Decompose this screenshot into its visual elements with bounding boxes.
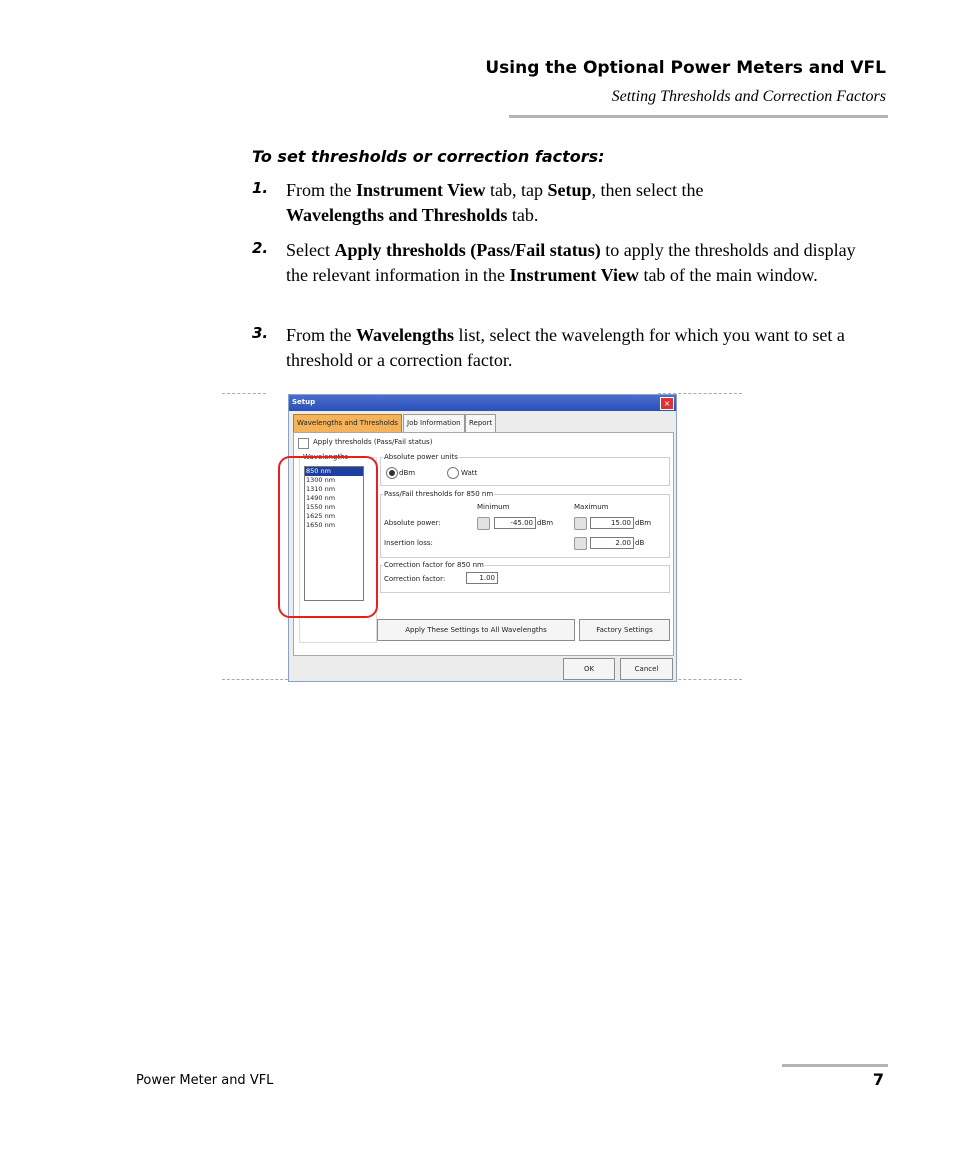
insertion-loss-max-input[interactable]: 2.00	[590, 537, 634, 549]
absolute-power-min-toggle[interactable]	[477, 517, 490, 530]
text-run: tab.	[507, 204, 539, 225]
text-run: From the	[286, 180, 356, 200]
running-header-title: Using the Optional Power Meters and VFL	[485, 58, 886, 78]
running-header-subtitle: Setting Thresholds and Correction Factors	[611, 88, 886, 105]
list-item[interactable]: 1310 nm	[306, 485, 336, 493]
footer-rule	[782, 1064, 888, 1067]
close-icon[interactable]: ×	[660, 397, 674, 410]
screenshot-edge	[222, 679, 288, 680]
bold-run: Apply thresholds (Pass/Fail status)	[334, 240, 601, 260]
list-item[interactable]: 1650 nm	[306, 521, 336, 529]
step-number: 1.	[252, 179, 269, 197]
unit-label: dBm	[635, 519, 652, 527]
bold-run: Wavelengths and Thresholds	[286, 204, 508, 225]
correction-factor-label: Correction factor:	[384, 575, 446, 583]
step-number: 2.	[252, 239, 269, 257]
correction-factor-input[interactable]: 1.00	[466, 572, 498, 584]
bold-run: Wavelengths	[356, 325, 455, 345]
cancel-button[interactable]: Cancel	[620, 658, 673, 680]
minimum-header: Minimum	[477, 503, 510, 511]
dialog-title: Setup	[292, 398, 316, 406]
screenshot-edge	[222, 393, 266, 394]
step-number: 3.	[252, 324, 269, 342]
tab-job-information[interactable]: Job Information	[403, 414, 465, 432]
text-run: Select	[286, 240, 335, 260]
absolute-power-label: Absolute power:	[384, 519, 441, 527]
tab-wavelengths-thresholds[interactable]: Wavelengths and Thresholds	[293, 414, 402, 432]
text-run: list, select the wavelength for which you want to set a threshold or a correction factor.	[286, 325, 845, 370]
thresholds-label: Pass/Fail thresholds for 850 nm	[384, 490, 494, 498]
bold-run: Instrument View	[509, 264, 639, 285]
apply-thresholds-checkbox[interactable]	[298, 438, 309, 449]
dialog-title-bar	[289, 395, 676, 411]
absolute-power-min-input[interactable]: -45.00	[494, 517, 536, 529]
highlight-circle	[278, 456, 378, 618]
absolute-power-max-input[interactable]: 15.00	[590, 517, 634, 529]
bold-run: Instrument View	[356, 180, 486, 200]
procedure-heading: To set thresholds or correction factors:	[252, 147, 605, 166]
power-units-label: Absolute power units	[384, 453, 458, 461]
list-item[interactable]: 1550 nm	[306, 503, 336, 511]
unit-label: dBm	[537, 519, 554, 527]
correction-group-label: Correction factor for 850 nm	[384, 561, 484, 569]
dbm-radio[interactable]	[386, 467, 398, 479]
apply-all-wavelengths-button[interactable]: Apply These Settings to All Wavelengths	[377, 619, 575, 641]
text-run: tab, tap	[485, 180, 548, 200]
absolute-power-max-toggle[interactable]	[574, 517, 587, 530]
unit-label: dB	[635, 539, 645, 547]
footer-manual-title: Power Meter and VFL	[136, 1073, 274, 1088]
list-item[interactable]: 1490 nm	[306, 494, 336, 502]
thresholds-group	[380, 490, 670, 558]
ok-button[interactable]: OK	[563, 658, 615, 680]
insertion-loss-label: Insertion loss:	[384, 539, 433, 547]
radio-selected-dot	[389, 470, 395, 476]
dbm-label: dBm	[399, 469, 416, 477]
header-rule	[509, 115, 888, 118]
list-item[interactable]: 1300 nm	[306, 476, 336, 484]
bold-run: Setup	[547, 180, 592, 200]
step-text	[286, 323, 882, 372]
step-text	[286, 178, 882, 227]
step-text	[286, 238, 882, 287]
setup-dialog-screenshot	[222, 388, 742, 682]
text-run: tab of the main window.	[638, 264, 818, 285]
insertion-loss-max-toggle[interactable]	[574, 537, 587, 550]
watt-label: Watt	[461, 469, 478, 477]
correction-group	[380, 561, 670, 593]
list-item[interactable]: 1625 nm	[306, 512, 336, 520]
watt-radio[interactable]	[447, 467, 459, 479]
page-number: 7	[872, 1070, 884, 1089]
text-run: , then select the	[591, 180, 704, 200]
apply-thresholds-label: Apply thresholds (Pass/Fail status)	[313, 438, 433, 446]
text-run: From the	[286, 325, 356, 345]
power-units-group	[380, 453, 670, 486]
maximum-header: Maximum	[574, 503, 609, 511]
wavelengths-label: Wavelengths	[303, 453, 349, 461]
list-item[interactable]: 850 nm	[305, 467, 363, 476]
tab-report[interactable]: Report	[465, 414, 496, 432]
text-run: to apply the thresholds and display the relevant information in the	[286, 240, 856, 285]
factory-settings-button[interactable]: Factory Settings	[579, 619, 670, 641]
